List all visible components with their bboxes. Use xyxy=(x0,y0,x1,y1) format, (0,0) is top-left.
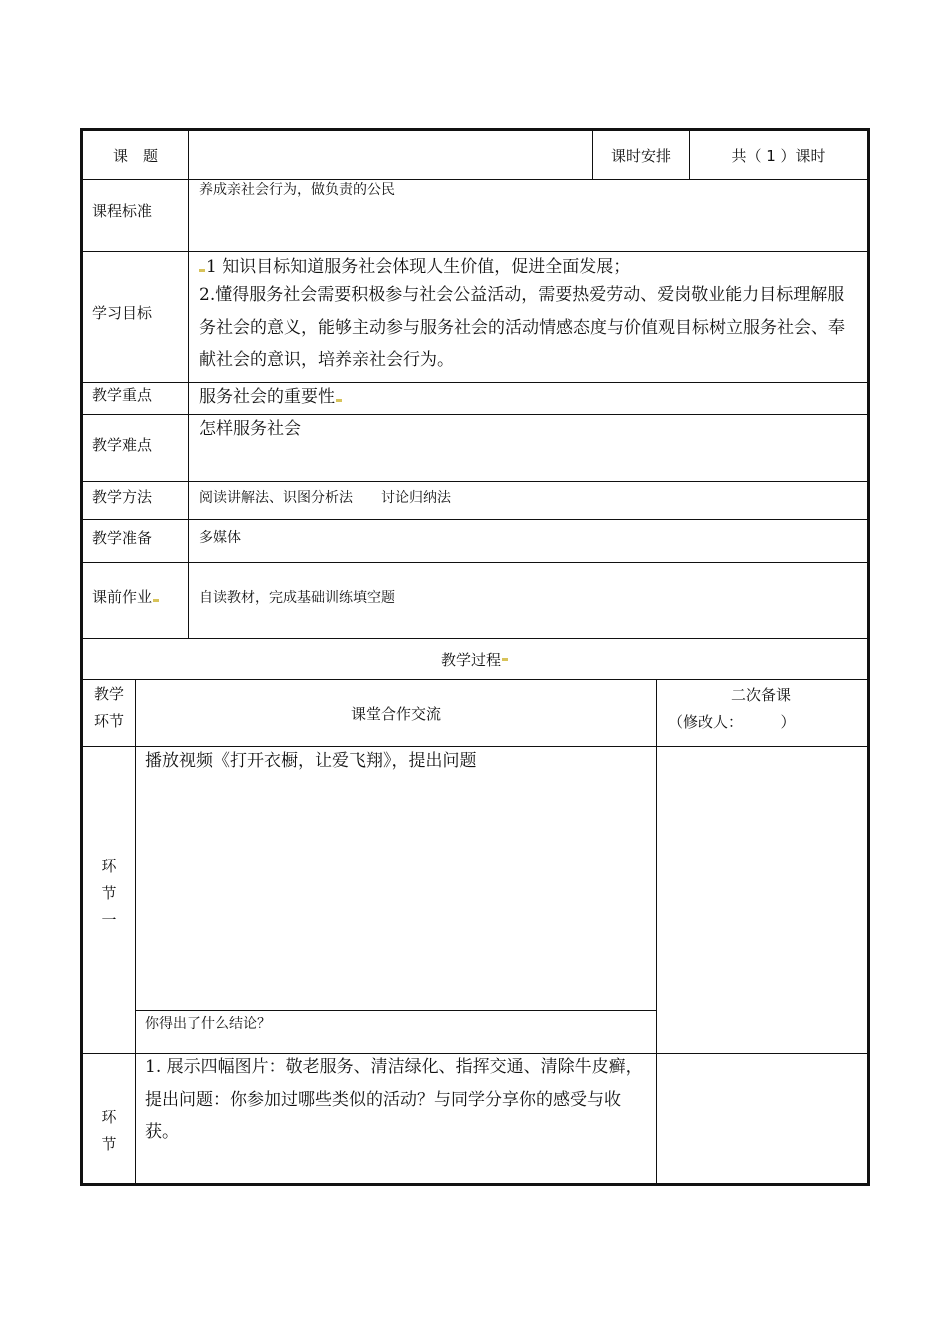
method-label: 教学方法 xyxy=(92,488,153,506)
stage1-label xyxy=(83,853,135,934)
row-divider xyxy=(136,1010,656,1011)
objectives-label: 学习目标 xyxy=(92,304,153,322)
standard-label: 课程标准 xyxy=(92,202,153,220)
preparation-value: 多媒体 xyxy=(199,530,241,546)
homework-value: 自读教材，完成基础训练填空题 xyxy=(199,590,395,606)
preparation-label: 教学准备 xyxy=(92,529,153,547)
col-stage-line2: 环节 xyxy=(93,712,124,730)
process-title-text: 教学过程 xyxy=(440,650,501,669)
row-divider xyxy=(83,481,867,482)
stage1-char-2: 节 xyxy=(101,884,117,902)
col-revision-header-line1: 二次备课 xyxy=(731,686,792,704)
schedule-label: 课时安排 xyxy=(610,146,671,165)
column-divider xyxy=(188,131,189,638)
column-divider xyxy=(135,679,136,1183)
key-point-label: 教学重点 xyxy=(92,386,153,404)
stage1-char-3: 一 xyxy=(101,911,117,929)
homework-label-text: 课前作业 xyxy=(92,588,153,606)
stage1-content: 播放视频《打开衣橱，让爱飞翔》，提出问题 xyxy=(145,751,477,771)
stage2-content: 1. 展示四幅图片：敬老服务、清洁绿化、指挥交通、清除牛皮癣，提出问题：你参加过哪些类似的活动？与同学分享你的感受与收获。 xyxy=(145,1057,643,1142)
topic-label: 课 题 xyxy=(112,146,158,165)
col-revision-header-line2: （修改人： ） xyxy=(668,713,796,731)
edit-mark xyxy=(336,399,342,402)
objectives-line2: 2.懂得服务社会需要积极参与社会公益活动，需要热爱劳动、爱岗敬业能力目标理解服务社会的意义，能够主动参与服务社会的活动情感态度与价值观目标树立服务社会、奉献社会的意识，培养亲社会行为。 xyxy=(199,285,845,370)
edit-mark xyxy=(153,599,159,602)
stage1-char-1: 环 xyxy=(101,857,117,875)
stage2-char-2: 节 xyxy=(101,1135,117,1153)
row-divider xyxy=(83,519,867,520)
stage2-char-1: 环 xyxy=(101,1108,117,1126)
process-title xyxy=(83,639,867,679)
col-exchange-header: 课堂合作交流 xyxy=(350,704,441,723)
key-point-value xyxy=(199,382,343,407)
objectives-line1-text: 1 知识目标知道服务社会体现人生价值，促进全面发展； xyxy=(206,257,631,277)
edit-mark xyxy=(199,269,205,272)
col-stage-line1: 教学 xyxy=(93,685,124,703)
method-value: 阅读讲解法、识图分析法 讨论归纳法 xyxy=(199,490,451,506)
difficulty-value: 怎样服务社会 xyxy=(199,419,301,439)
stage2-label xyxy=(83,1104,135,1158)
standard-value: 养成亲社会行为，做负责的公民 xyxy=(199,182,395,198)
stage1-question: 你得出了什么结论？ xyxy=(145,1016,271,1032)
schedule-value: 共（ 1 ）课时 xyxy=(731,146,826,165)
edit-mark xyxy=(502,658,508,661)
row-divider xyxy=(83,562,867,563)
homework-label xyxy=(92,586,160,607)
key-point-text: 服务社会的重要性 xyxy=(199,387,335,407)
col-stage-header xyxy=(83,681,135,735)
difficulty-label: 教学难点 xyxy=(92,436,153,454)
objectives-line1 xyxy=(198,252,630,277)
column-divider xyxy=(656,679,657,1183)
